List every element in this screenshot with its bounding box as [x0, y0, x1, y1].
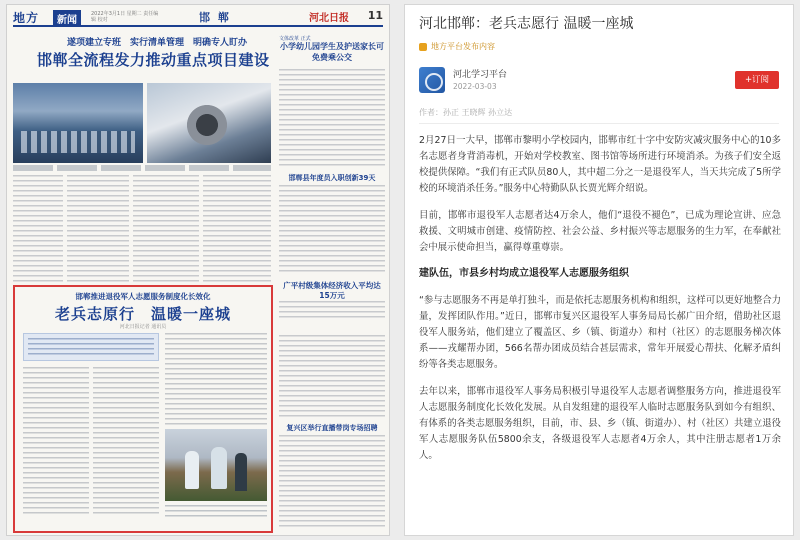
feature-text-column [93, 367, 159, 517]
lead-subtitle: 遂项建立专班 实行清单管理 明确专人盯办 [67, 38, 248, 48]
article-body [419, 133, 781, 475]
feature-text-column [23, 367, 89, 517]
feature-headline: 老兵志原行 温暖一座城 [54, 305, 231, 323]
side-headline: 小学幼儿园学生及护送家长可免费乘公交 [280, 42, 384, 62]
feature-intro-box [23, 333, 159, 361]
side-text-block-5 [279, 435, 385, 527]
photo-caption [13, 165, 271, 171]
masthead-city: 邯 郸 [199, 11, 231, 24]
lead-photo-machinery [147, 83, 271, 163]
side-headline-4: 复兴区举行直播带岗专场招聘 [286, 424, 378, 432]
page-number: 11 [367, 9, 383, 22]
highlighted-feature-article [13, 285, 273, 533]
article-paragraph: “参与志愿服务不再是单打独斗，而是依托志愿服务机构和组织，这样可以更好地整合力量，发挥团队作用。”近日，邯郸市复兴区退役军人事务局局长郝广田介绍，借助社区退役军人服务站，他们建立了覆盖区、乡（镇、街道办）和村（社区）的志愿服务梯次体系——戎耀帮办团，566名帮办团成员结合甚层需求，常年开展爱心帮扶、化解矛盾纠纷等各类志愿服务。 [419, 295, 781, 370]
article-title: 河北邯郸：老兵志愿行 温暖一座城 [419, 16, 634, 32]
side-text-block-4 [279, 335, 385, 419]
lead-photo-factory [13, 83, 143, 163]
masthead-date: 2022年3月1日 星期二 责任编辑 校对 [91, 11, 159, 23]
author-avatar[interactable] [419, 67, 445, 93]
lead-text-column [13, 175, 63, 283]
newspaper-logo: 河北日报 [309, 13, 349, 24]
side-text-block-2 [279, 185, 385, 275]
divider [419, 123, 779, 124]
article-authors: 作者：孙正 王晓辉 孙立达 [419, 108, 513, 117]
author-name[interactable]: 河北学习平台 [453, 69, 508, 80]
feature-text-column [165, 333, 267, 425]
side-headline-2: 邯郸县年度员入职创新39天 [288, 174, 376, 182]
side-tag: 文体改革 正式 [279, 36, 311, 42]
masthead-section-tag: 新闻 [53, 10, 81, 27]
article-paragraph: 去年以来，邯郸市退役军人事务局积极引导退役军人志愿者调整服务方向，推进退役军人志愿服务制度化长效化发展。从自发组建的退役军人临时志愿服务队到如今有组织、有体系的各类志愿服务组织，目前，市、县、乡（镇、街道办）、村（社区）共建立退役军人志愿服务队伍5800余支，各级退役军人志愿者4万余人，其中注册志愿者1万余人。 [419, 386, 781, 461]
feature-subtitle: 邯郸推进退役军人志愿服务制度化长效化 [75, 292, 211, 301]
article-paragraph: 目前，邯郸市退役军人志愿者达4万余人，他们“退役不褪色”，已成为理论宣讲、应急救援、文明城市创建、疫情防控、社会公益、乡村振兴等志愿服务的生力军，在奉献社会中展示使命担当，赢得尊重尊崇。 [419, 210, 781, 253]
article-source[interactable] [419, 41, 495, 52]
lead-headline: 邯郸全流程发力推动重点项目建设 [37, 51, 270, 69]
feature-byline: 河北日报记者 通讯员 [119, 324, 167, 330]
newspaper-masthead [13, 9, 383, 27]
masthead-section: 地方 [13, 11, 40, 25]
side-text-block [279, 69, 385, 169]
side-headline-3: 广平村级集体经济收入平均达15万元 [283, 281, 381, 300]
author-info [419, 67, 507, 93]
lead-text-column [67, 175, 129, 283]
subscribe-button[interactable]: +订阅 [735, 71, 779, 89]
side-text-block-3 [279, 301, 385, 319]
article-source-label: 地方平台发布内容 [431, 42, 495, 51]
newspaper-page [6, 4, 390, 536]
publish-date: 2022-03-03 [453, 81, 497, 91]
lead-text-column [133, 175, 199, 283]
feature-photo-caption [165, 505, 267, 519]
feature-photo-volunteers [165, 429, 267, 501]
source-badge-icon [419, 43, 427, 51]
article-paragraph: 2月27日一大早，邯郸市黎明小学校园内，邯郸市红十字中安防灾减灾服务中心的10多名志愿者身背消毒机，开始对学校教室、图书馆等场所进行环境消杀。为孩子们安全返校提供保障。“我们有正式队员80人，其中超二分之一是退役军人，当天共完成了5所学校的环境消杀任务。”服务中心特勤队队长贾光辉介绍说。 [419, 135, 781, 194]
lead-text-column [203, 175, 271, 283]
article-subheading: 建队伍，市县乡村均成立退役军人志愿服务组织 [419, 268, 629, 279]
article-panel [404, 4, 794, 536]
